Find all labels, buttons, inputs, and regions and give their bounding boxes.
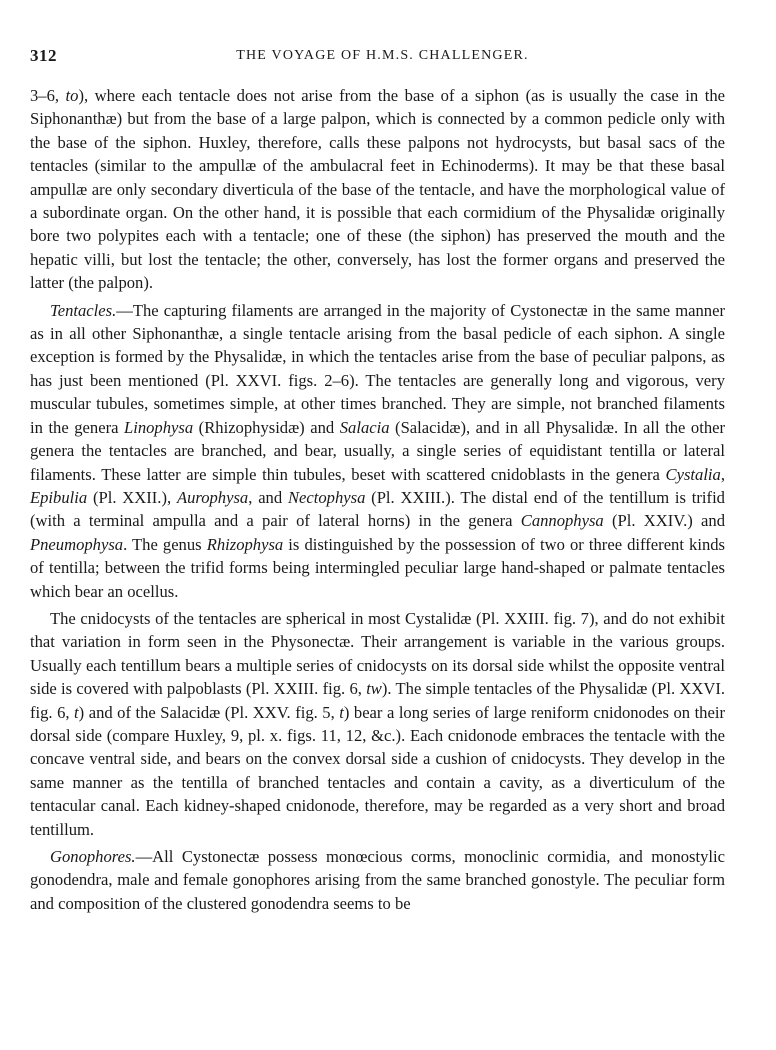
text-run: ) bear a long series of large reniform cnidonodes on their dorsal side (compare Huxley, 9, pl. x. figs. 11, 12, &c.). Each cnidonode embraces the tentacle with the concave ventral side, and bears on the convex dorsal side a cushion of cnidocysts. They develop in the same manner as the tentilla of branched tentacles and contain a cavity, as a diverticulum of the tentacular canal. Each kidney-shaped cnidonode, therefore, may be regarded as a very short and broad tentillum. [30, 702, 725, 839]
italic-text-run: t [339, 702, 344, 722]
italic-text-run: Linophysa [124, 417, 194, 437]
page-header [30, 46, 725, 68]
text-run: (Pl. XXII.), [87, 487, 177, 507]
text-run: (Pl. XXIII.). The distal end of the tentillum is trifid (with a terminal ampulla and a pair of lateral horns) in the genera [30, 487, 725, 531]
text-run: (Rhizophysidæ) and [193, 417, 340, 437]
text-run: . The genus [123, 534, 207, 554]
paragraph [30, 84, 725, 295]
italic-text-run: to [65, 86, 79, 105]
italic-text-run: Cystalia [665, 464, 721, 484]
italic-text-run: Tentacles. [50, 300, 117, 320]
italic-text-run: Gonophores. [50, 847, 136, 866]
text-run: (Salacidæ), and in all Physalidæ. In all the other genera the tentacles are branched, and bear, usually, a single series of equidistant tentilla or lateral filaments. These latter are simple thin tubules, beset with scattered cnidoblasts in the genera [30, 417, 726, 484]
text-run: (Pl. XXIV.) and [603, 511, 725, 531]
running-title: THE VOYAGE OF H.M.S. CHALLENGER. [236, 48, 529, 63]
italic-text-run: Salacia [339, 417, 390, 437]
italic-text-run: tw [366, 679, 382, 699]
text-run: —All Cystonectæ possess monœcious corms, monoclinic cormidia, and monostylic gonodendra, male and female gonophores arising from the same branched gonostyle. The peculiar form and composition of the clustered gonodendra seems to be [30, 847, 725, 913]
paragraph [30, 845, 725, 915]
italic-text-run: Aurophysa [176, 487, 249, 507]
page-number: 312 [30, 46, 57, 65]
text-run: 3–6, [30, 86, 66, 105]
text-run: —The capturing filaments are arranged in the majority of Cystonectæ in the same manner as in all other Siphonanthæ, a single tentacle arising from the basal pedicle of each siphon. A single exception is formed by the Physalidæ, in which the tentacles arise from the base of peculiar palpons, as has just been mentioned (Pl. XXVI. figs. 2–6). The tentacles are generally long and vigorous, very muscular tubules, sometimes simple, at other times branched. They are simple, not branched filaments in the genera [30, 300, 725, 437]
text-run: , [720, 464, 725, 484]
text-run: ) and of the Salacidæ (Pl. XXV. fig. 5, [78, 702, 340, 722]
italic-text-run: Cannophysa [520, 511, 604, 531]
paragraph [30, 299, 725, 603]
body-text [30, 84, 725, 915]
italic-text-run: Pneumophysa [30, 534, 124, 554]
italic-text-run: Epibulia [30, 487, 88, 507]
text-run: ), where each tentacle does not arise from the base of a siphon (as is usually the case in the Siphonanthæ) but from the base of a large palpon, which is connected by a common pedicle only with the base of the siphon. Huxley, therefore, calls these palpons not hydrocysts, but basal sacs of the tentacles (similar to the ampullæ of the ambulacral feet in Echinoderms). It may be that these basal ampullæ are only secondary diverticula of the base of the tentacle, and have the morphological value of a subordinate organ. On the other hand, it is possible that each cormidium of the Physalidæ originally bore two polypites each with a tentacle; one of these (the siphon) has preserved the mouth and the hepatic villi, but lost the tentacle; the other, conversely, has lost the former organs and preserved the latter (the palpon). [30, 86, 725, 293]
italic-text-run: t [74, 702, 79, 722]
italic-text-run: Nectophysa [287, 487, 366, 507]
paragraph [30, 607, 725, 841]
text-run: is distinguished by the possession of two or three different kinds of tentilla; between the trifid forms being intermingled peculiar large hand-shaped or palmate tentacles which bear an ocellus. [30, 534, 726, 601]
text-run: , and [248, 487, 288, 507]
italic-text-run: Rhizophysa [206, 534, 284, 554]
text-run: ). The simple tentacles of the Physalidæ (Pl. XXVI. fig. 6, [30, 679, 725, 722]
text-run: The cnidocysts of the tentacles are spherical in most Cystalidæ (Pl. XXIII. fig. 7), and do not exhibit that variation in form seen in the Physonectæ. Their arrangement is variable in the various groups. Usually each tentillum bears a multiple series of cnidocysts on its dorsal side whilst the opposite ventral side is covered with palpoblasts (Pl. XXIII. fig. 6, [30, 608, 725, 699]
